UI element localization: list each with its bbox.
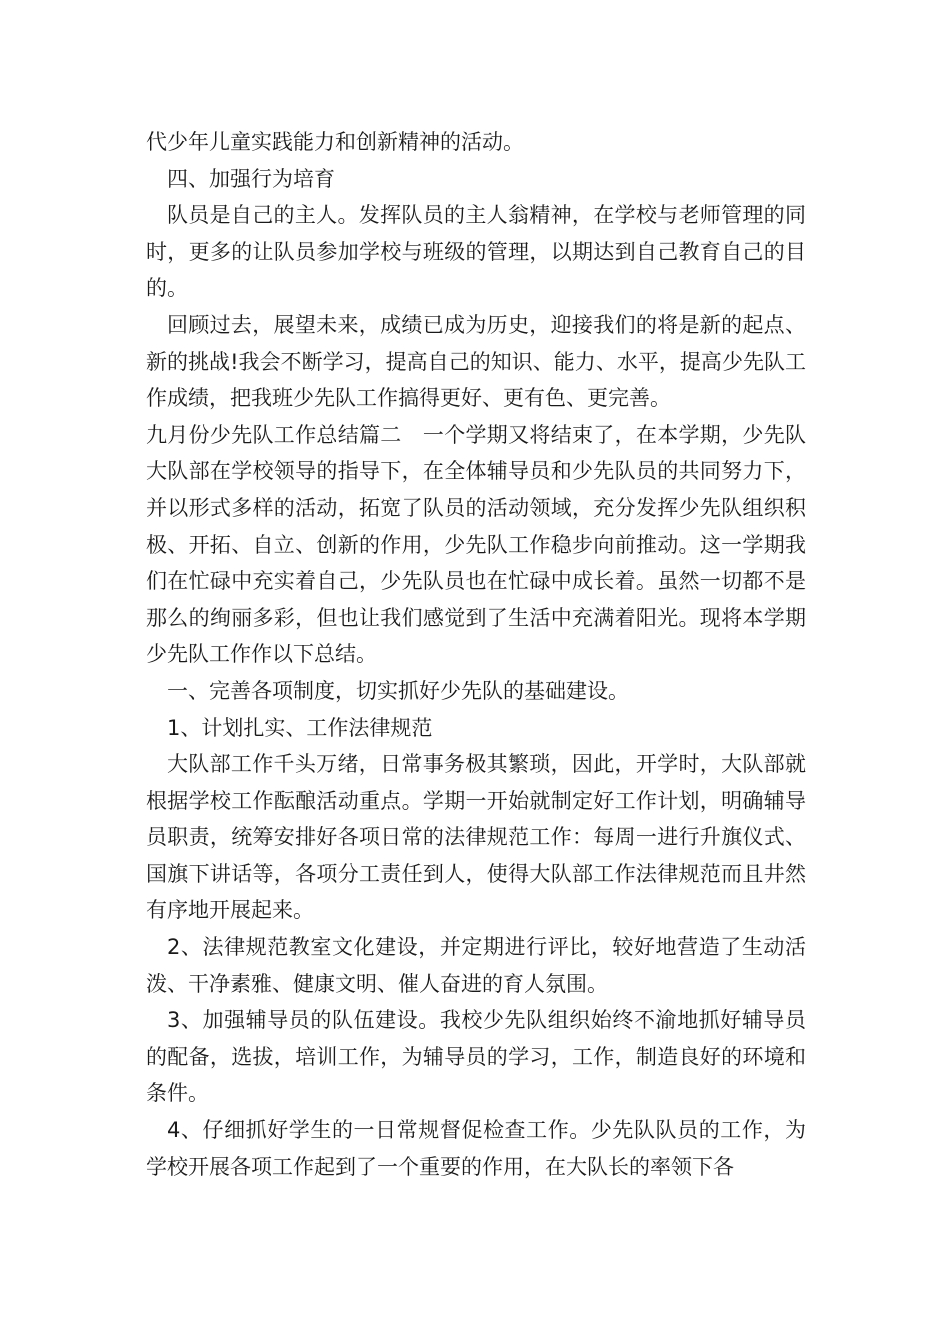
- paragraph-review: 回顾过去，展望未来，成绩已成为历史，迎接我们的将是新的起点、新的挑战!我会不断学习，提高自己的知识、能力、水平，提高少先队工作成绩，把我班少先队工作搞得更好、更有色、更完善。: [146, 312, 806, 411]
- subheading-1: 1、计划扎实、工作法律规范: [167, 715, 433, 740]
- list-item-3: 3、加强辅导员的队伍建设。我校少先队组织始终不渝地抓好辅导员的配备，选拔，培训工作，为辅导员的学习，工作，制造良好的环境和条件。: [146, 1008, 806, 1106]
- paragraph-part-two-intro: 九月份少先队工作总结篇二 一个学期又将结束了，在本学期，少先队大队部在学校领导的指导下，在全体辅导员和少先队员的共同努力下，并以形式多样的活动，拓宽了队员的活动领域，充分发挥少先队组织积极、开拓、自立、创新的作用，少先队工作稳步向前推动。这一学期我们在忙碌中充实着自己，少先队员也在忙碌中成长着。虽然一切都不是那么的绚丽多彩，但也让我们感觉到了生活中充满着阳光。现将本学期少先队工作作以下总结。: [146, 422, 806, 667]
- paragraph-team-members: 队员是自己的主人。发挥队员的主人翁精神，在学校与老师管理的同时，更多的让队员参加学校与班级的管理，以期达到自己教育自己的目的。: [146, 203, 806, 301]
- section-heading-4: 四、加强行为培育: [167, 166, 335, 191]
- document-body: [146, 124, 806, 1185]
- paragraph-brigade-work: 大队部工作千头万绪，日常事务极其繁琐，因此，开学时，大队部就根据学校工作酝酿活动重点。学期一开始就制定好工作计划，明确辅导员职责，统筹安排好各项日常的法律规范工作：每周一进行升旗仪式、国旗下讲话等，各项分工责任到人，使得大队部工作法律规范而且井然有序地开展起来。: [146, 752, 806, 923]
- list-item-2: 2、法律规范教室文化建设，并定期进行评比，较好地营造了生动活泼、干净素雅、健康文明、催人奋进的育人氛围。: [146, 935, 806, 996]
- paragraph-continuation: 代少年儿童实践能力和创新精神的活动。: [146, 130, 524, 154]
- section-heading-1: 一、完善各项制度，切实抓好少先队的基础建设。: [167, 678, 629, 703]
- list-item-4: 4、仔细抓好学生的一日常规督促检查工作。少先队队员的工作，为学校开展各项工作起到了一个重要的作用，在大队长的率领下各: [146, 1118, 806, 1179]
